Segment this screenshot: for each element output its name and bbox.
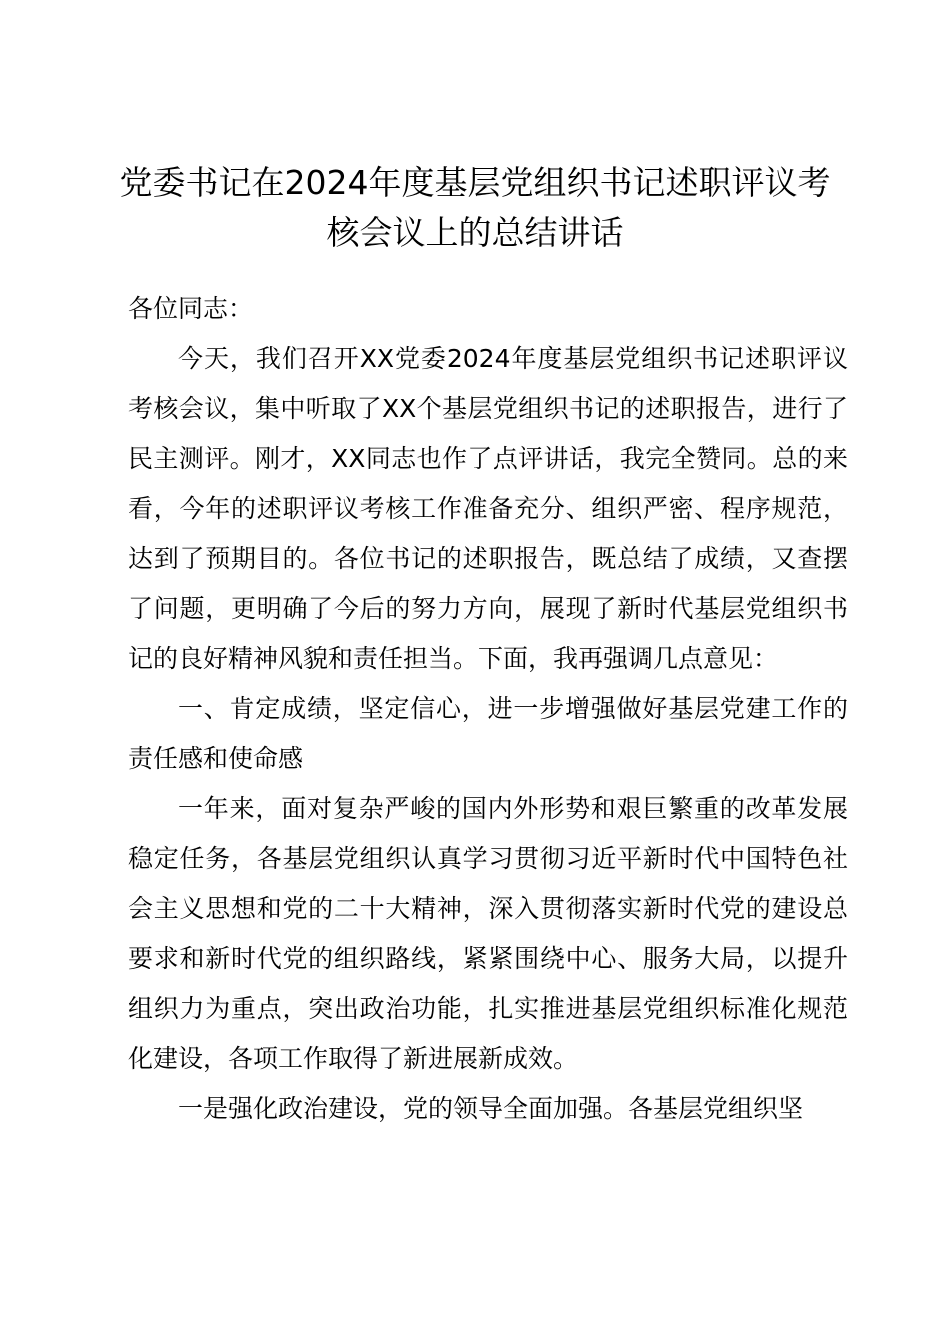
section-heading-one: 一、肯定成绩，坚定信心，进一步增强做好基层党建工作的责任感和使命感 — [128, 694, 848, 773]
salutation: 各位同志： — [128, 294, 254, 323]
paragraph-achievements: 一年来，面对复杂严峻的国内外形势和艰巨繁重的改革发展稳定任务，各基层党组织认真学习贯彻习近平新时代中国特色社会主义思想和党的二十大精神，深入贯彻落实新时代党的建设总要求和新时代党的组织路线，紧紧围绕中心、服务大局，以提升组织力为重点，突出政治功能，扎实推进基层党组织标准化规范化建设，各项工作取得了新进展新成效。 — [128, 794, 848, 1073]
paragraph-opening: 今天，我们召开XX党委2024年度基层党组织书记述职评议考核会议，集中听取了XX个基层党组织书记的述职报告，进行了民主测评。刚才，XX同志也作了点评讲话，我完全赞同。总的来看，今年的述职评议考核工作准备充分、组织严密、程序规范，达到了预期目的。各位书记的述职报告，既总结了成绩，又查摆了问题，更明确了今后的努力方向，展现了新时代基层党组织书记的良好精神风貌和责任担当。下面，我再强调几点意见： — [128, 344, 848, 673]
document-body — [128, 284, 848, 1134]
document-title: 党委书记在2024年度基层党组织书记述职评议考核会议上的总结讲话 — [119, 163, 831, 252]
paragraph-political-building: 一是强化政治建设，党的领导全面加强。各基层党组织坚 — [178, 1094, 804, 1123]
